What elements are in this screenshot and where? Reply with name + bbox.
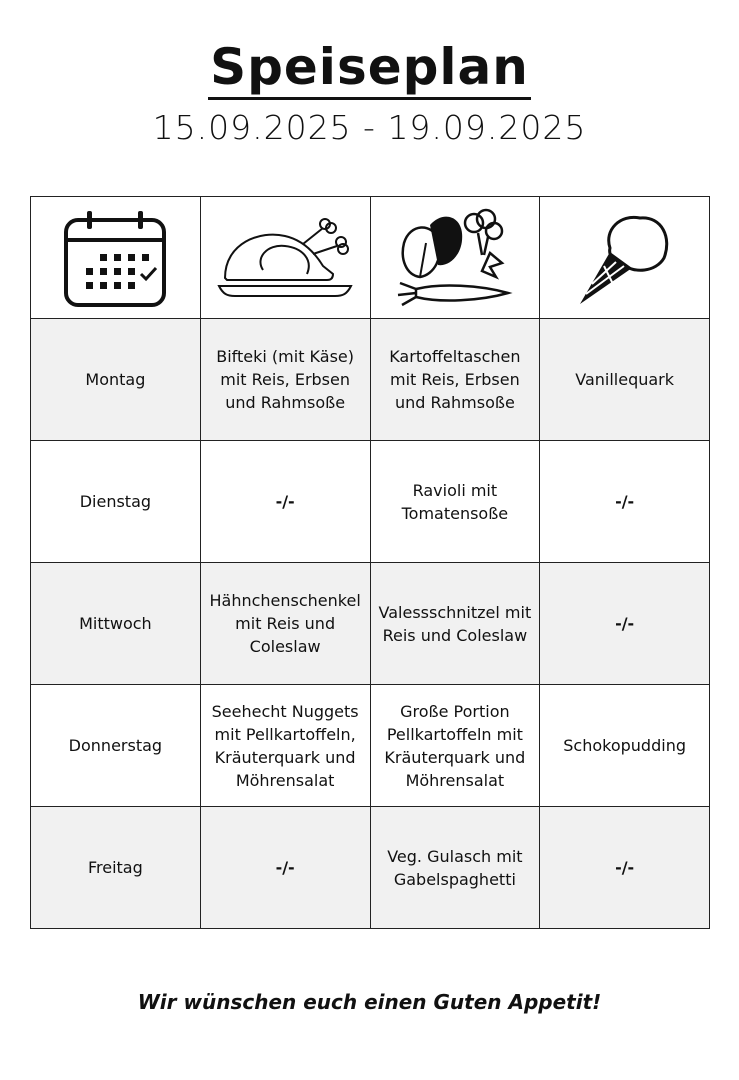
icon-cell-dessert: [540, 197, 710, 319]
meal-1: -/-: [200, 441, 370, 563]
meal-1: -/-: [200, 807, 370, 929]
table-row: [31, 563, 710, 685]
date-range: 15.09.2025 - 19.09.2025: [152, 108, 587, 147]
vegetables-icon: [390, 203, 520, 313]
meal-1: Seehecht Nuggets mit Pellkartoffeln, Kräuterquark und Möhrensalat: [200, 685, 370, 807]
day-name: Mittwoch: [31, 563, 201, 685]
day-name: Donnerstag: [31, 685, 201, 807]
menu-table: [30, 196, 710, 929]
ice-cream-icon: [570, 208, 680, 308]
icon-cell-chicken: [200, 197, 370, 319]
day-name: Freitag: [31, 807, 201, 929]
dessert: -/-: [540, 441, 710, 563]
meal-1: Hähnchenschenkel mit Reis und Coleslaw: [200, 563, 370, 685]
table-row: [31, 319, 710, 441]
dessert: -/-: [540, 563, 710, 685]
footer-message: Wir wünschen euch einen Guten Appetit!: [137, 990, 602, 1014]
page-title: Speiseplan: [0, 38, 739, 96]
dessert: Schokopudding: [540, 685, 710, 807]
meal-2: Ravioli mit Tomatensoße: [370, 441, 540, 563]
table-row: [31, 441, 710, 563]
meal-2: Veg. Gulasch mit Gabelspaghetti: [370, 807, 540, 929]
table-row: [31, 807, 710, 929]
day-name: Montag: [31, 319, 201, 441]
icon-cell-calendar: [31, 197, 201, 319]
meal-2: Kartoffeltaschen mit Reis, Erbsen und Rahmsoße: [370, 319, 540, 441]
roast-chicken-icon: [215, 208, 355, 308]
meal-1: Bifteki (mit Käse) mit Reis, Erbsen und Rahmsoße: [200, 319, 370, 441]
icon-cell-vegetables: [370, 197, 540, 319]
dessert: -/-: [540, 807, 710, 929]
icon-header-row: [31, 197, 710, 319]
day-name: Dienstag: [31, 441, 201, 563]
table-row: [31, 685, 710, 807]
meal-2: Große Portion Pellkartoffeln mit Kräuterquark und Möhrensalat: [370, 685, 540, 807]
calendar-icon: [63, 208, 167, 308]
dessert: Vanillequark: [540, 319, 710, 441]
meal-2: Valessschnitzel mit Reis und Coleslaw: [370, 563, 540, 685]
